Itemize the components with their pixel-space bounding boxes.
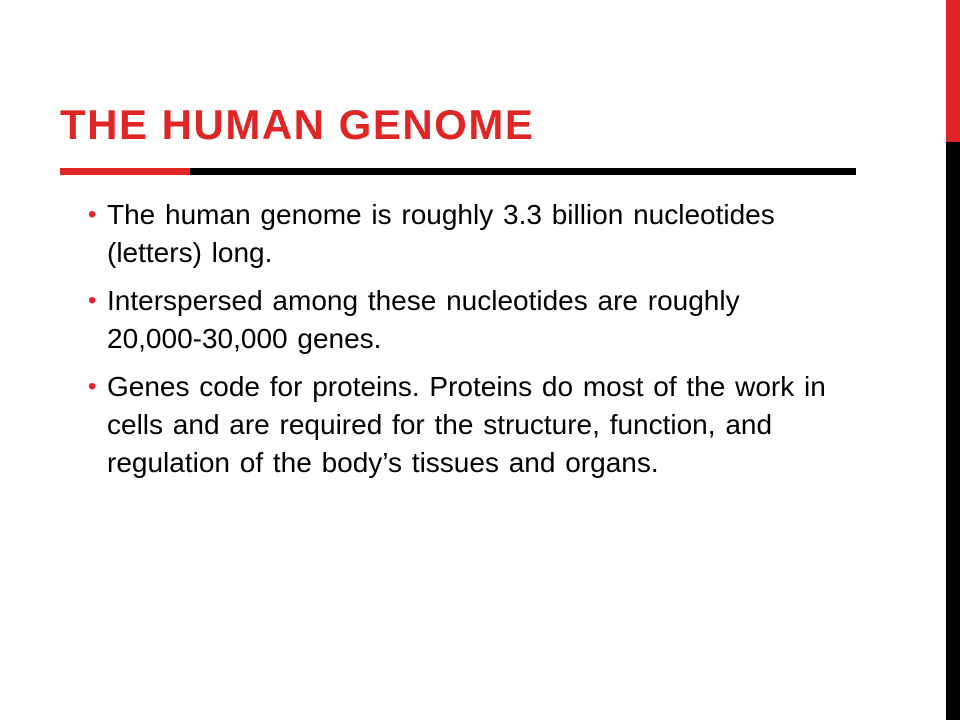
bullet-dot-icon: • <box>88 201 97 228</box>
bullet-text: Interspersed among these nucleotides are roughly 20,000-30,000 genes. <box>107 285 740 354</box>
bullet-dot-icon: • <box>88 287 97 314</box>
bullet-text: The human genome is roughly 3.3 billion nucleotides (letters) long. <box>107 199 775 268</box>
side-accent-bar-red <box>946 0 960 142</box>
bullet-item <box>88 282 828 358</box>
bullet-item <box>88 368 828 482</box>
title-underline-red <box>60 168 190 175</box>
bullet-text: Genes code for proteins. Proteins do most of the work in cells and are required for the structure, function, and regulation of the body’s tissues and organs. <box>107 371 826 478</box>
bullet-dot-icon: • <box>88 373 97 400</box>
bullet-list <box>88 196 828 492</box>
bullet-item <box>88 196 828 272</box>
slide-title: THE HUMAN GENOME <box>60 101 535 148</box>
title-underline-black <box>190 168 856 175</box>
side-accent-bar-black <box>946 142 960 720</box>
